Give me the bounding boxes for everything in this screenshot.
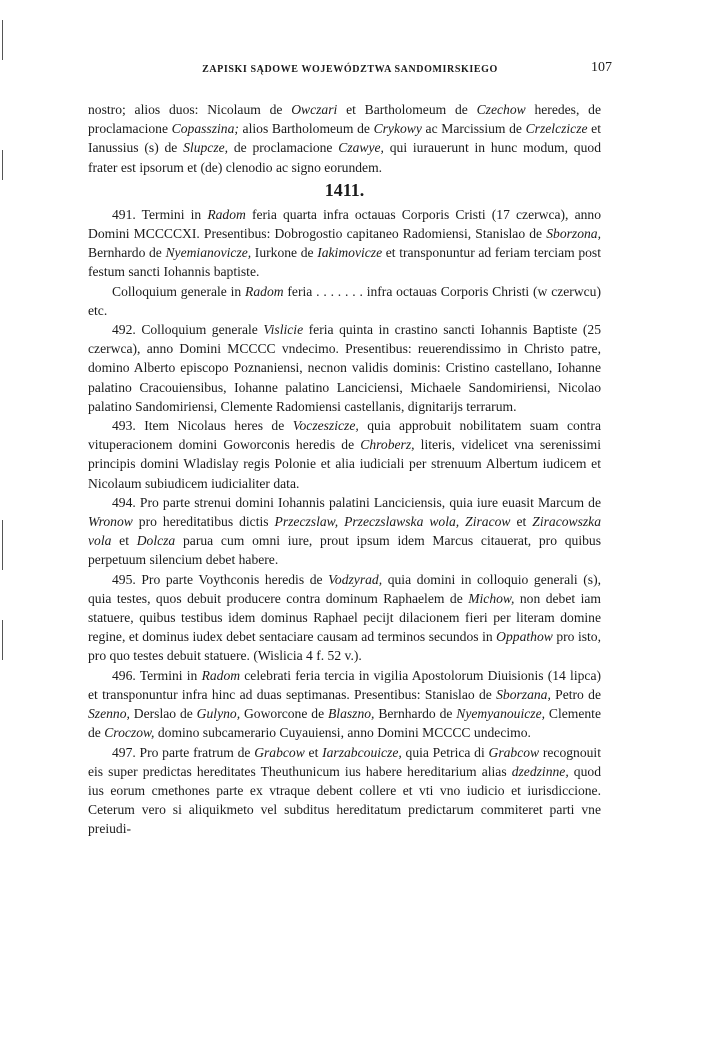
text-run: 492. Colloquium generale	[112, 322, 264, 338]
text-run: feria quinta in crastino sancti Iohannis Baptiste (25 czerwca), anno Domini MCCCC vndecimo. Presentibus: reuerendissimo in Christo patre, domino Alberto episcopo Poznaniensi, necnon validis dominis: Cristino castellano, Iohanne palatino Cracouiensibus, Iohanne palatino Lanciciensi, Michaele Sandomiriensi, Nicolao palatino Sandomiriensi, Clemente Radomiensi castellanis, dignitarijs terrarum.	[88, 322, 601, 414]
margin-rule	[2, 520, 3, 570]
text-run: literis, videlicet vna serenissimi principis domini Wladislay regis Polonie et alia iudiciali per strenuum Albertum iudicem et Nicolaum subiudicem iudicialiter data.	[88, 437, 602, 491]
year-heading: 1411.	[324, 179, 365, 200]
place-name: Grabcow	[488, 744, 540, 760]
text-run: feria quarta infra octauas Corporis Cristi (17 czerwca), anno Domini MCCCCXI. Presentibus: Dobrogostio capitaneo Radomiensi, Stanislao de	[88, 206, 601, 242]
text-run: ac Marcissium de	[421, 121, 526, 137]
margin-rule	[2, 150, 3, 180]
place-name: Szenno,	[88, 706, 130, 722]
text-run: Goworcone de	[240, 706, 328, 722]
text-run: et	[510, 514, 533, 530]
place-name: Chroberz,	[360, 437, 415, 453]
place-name: Sborzona,	[546, 226, 601, 242]
place-name: Crzelczicze	[525, 121, 588, 137]
running-title: ZAPISKI SĄDOWE WOJEWÓDZTWA SANDOMIRSKIEGO	[202, 64, 498, 75]
place-name: Iakimovicze	[317, 245, 383, 261]
paragraph	[88, 416, 601, 493]
place-name: Vislicie	[263, 322, 304, 338]
place-name: Wronow	[88, 514, 133, 530]
place-name: Czechow	[476, 102, 526, 117]
place-name: Przeczslaw, Przeczslawska wola, Ziracow	[274, 514, 511, 530]
paragraph	[88, 570, 601, 666]
place-name: Nyemianovicze,	[165, 245, 252, 261]
paragraph	[88, 493, 601, 570]
text-run: 496. Termini in	[112, 667, 202, 683]
place-name: Radom	[201, 667, 241, 683]
text-run: Bernhardo de	[88, 245, 166, 261]
text-run: de proclamacione	[228, 140, 339, 156]
place-name: Radom	[207, 206, 246, 222]
paragraph	[88, 320, 601, 416]
place-name: Slupcze,	[183, 140, 229, 156]
place-name: Iarzabcouicze,	[322, 744, 402, 760]
place-name: Croczow,	[104, 725, 155, 741]
place-name: Oppathow	[496, 629, 553, 645]
paragraph	[88, 100, 601, 177]
place-name: Crykowy	[373, 121, 422, 137]
paragraph	[88, 743, 601, 839]
text-run: parua cum omni iure, prout ipsum idem Marcus citauerat, pro quibus perpetuum silencium debet habere.	[88, 533, 601, 568]
text-run: quia domini in colloquio generali (s), quia testes, quos debuit producere contra dominum Raphaelem de	[88, 571, 601, 606]
text-run: pro isto, pro quo testes debuit statuere. (Wislicia 4 f. 52 v.).	[88, 629, 601, 664]
place-name: Voczeszicze,	[292, 418, 359, 434]
place-name: dzedzinne,	[511, 763, 569, 779]
text-run: quia Petrica di	[401, 744, 489, 760]
place-name: Nyemyanouicze,	[456, 706, 546, 722]
text-run: domino subcamerario Cuyauiensi, anno Domini MCCCC undecimo.	[154, 725, 531, 741]
text-run: et Ianussius (s) de	[88, 121, 601, 156]
text-run: Colloquium generale in	[112, 283, 246, 299]
text-run: 495. Pro parte Voythconis heredis de	[112, 571, 329, 587]
text-run: qui iurauerunt in hunc modum, quod frater est ipsorum et (de) clenodio ac signo eorundem.	[88, 140, 601, 175]
text-run: Iurkone de	[251, 245, 318, 261]
text-run: et	[304, 744, 323, 760]
place-name: Dolcza	[136, 533, 176, 549]
text-run: Derslao de	[129, 706, 197, 722]
text-run: 491. Termini in	[112, 206, 208, 222]
text-run: heredes, de proclamacione	[88, 102, 601, 137]
text-run: et Bartholomeum de	[337, 102, 477, 117]
text-run: Petro de	[550, 686, 601, 702]
text-run: pro hereditatibus dictis	[132, 514, 275, 530]
paragraph	[88, 282, 601, 320]
text-run: non debet iam statuere, quibus testibus idem dominus Raphael pecijt dilacionem fieri per literam domine regine, et dominus iudex debet sentaciare causam ad terminos secundos in	[88, 590, 601, 645]
text-run: quia approbuit nobilitatem suam contra vituperacionem domini Goworconis heredis de	[88, 418, 601, 453]
text-run: et	[111, 533, 137, 549]
text-run: quod ius eorum cmethones parte ex vtraque debent collere et vti vno iudicio et iurisdiccione. Ceterum vero si aliquikmeto vel subditus hereditatum predictarum commiteret parti vne preiudi-	[88, 763, 601, 837]
place-name: Michow,	[468, 590, 515, 606]
place-name: Grabcow	[254, 744, 305, 760]
text-run: et transponuntur ad feriam terciam post festum sancti Iohannis baptiste.	[88, 245, 601, 280]
place-name: Blaszno,	[327, 706, 375, 722]
page-body	[88, 100, 601, 839]
margin-rule	[2, 620, 3, 660]
place-name: Ziracowszka vola	[88, 514, 601, 549]
place-name: Czawye,	[338, 140, 384, 156]
text-run: nostro; alios duos: Nicolaum de	[88, 102, 292, 117]
place-name: Radom	[245, 283, 284, 299]
place-name: Gulyno,	[196, 706, 241, 722]
text-run: Bernhardo de	[374, 706, 457, 722]
page-number: 107	[591, 60, 612, 75]
text-run: alios Bartholomeum de	[238, 121, 374, 137]
text-run: recognouit eis super predictas hereditates Theuthunicum ius habere hereditarium alias	[88, 744, 601, 779]
text-run: Clemente de	[88, 706, 601, 741]
place-name: Owczari	[291, 102, 338, 117]
paragraph	[88, 666, 601, 743]
place-name: Copasszina;	[171, 121, 239, 137]
margin-rule	[2, 20, 3, 60]
text-run: celebrati feria tercia in vigilia Apostolorum Diuisionis (14 lipca) et transponuntur infra hinc ad duas septimanas. Presentibus: Stanislao de	[88, 667, 602, 702]
place-name: Sborzana,	[496, 686, 551, 702]
paragraph	[88, 205, 601, 282]
text-run: 494. Pro parte strenui domini Iohannis palatini Lanciciensis, quia iure euasit Marcum de	[112, 494, 601, 510]
text-run: feria . . . . . . . infra octauas Corporis Christi (w czerwcu) etc.	[88, 283, 601, 318]
place-name: Vodzyrad,	[328, 571, 383, 587]
text-run: 493. Item Nicolaus heres de	[112, 418, 293, 434]
text-run: 497. Pro parte fratrum de	[112, 744, 255, 760]
